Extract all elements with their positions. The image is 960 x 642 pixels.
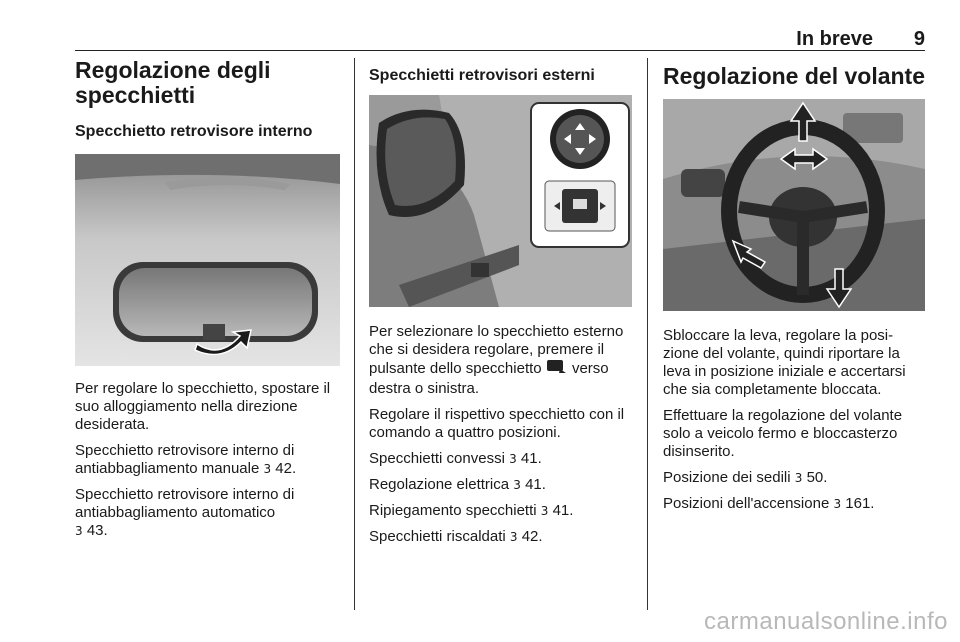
interior-mirror-illustration bbox=[75, 154, 340, 366]
steering-wheel-illustration bbox=[663, 99, 925, 311]
paragraph: Per regolare lo specchietto, spostare il suo alloggiamento nella direzione desiderata. bbox=[75, 380, 331, 433]
xref-line: Posizione dei sedili 3 50. bbox=[663, 469, 828, 486]
chapter-title: In breve bbox=[796, 28, 873, 50]
paragraph-xref: Specchietto retrovisore interno di antiabbagliamento automatico 3 43. bbox=[75, 486, 295, 539]
column-interior-mirror bbox=[75, 58, 340, 548]
xref-page[interactable]: 41. bbox=[552, 502, 574, 519]
xref-arrow-icon: 3 bbox=[540, 504, 549, 518]
xref-arrow-icon: 3 bbox=[794, 471, 803, 485]
xref-arrow-icon: 3 bbox=[509, 452, 517, 466]
xref-line: Posizioni dell'accensione 3 161. bbox=[663, 495, 875, 512]
page-header bbox=[75, 28, 925, 51]
xref-page[interactable]: 42. bbox=[521, 528, 543, 545]
paragraph: Effettuare la regolazione del volante solo a veicolo fermo e bloccasterzo disinserito. bbox=[663, 407, 903, 460]
column-divider bbox=[354, 58, 355, 610]
page-number: 9 bbox=[913, 28, 925, 50]
exterior-mirror-illustration bbox=[369, 95, 632, 307]
xref-page[interactable]: 42. bbox=[275, 460, 297, 477]
xref-line: Specchietti convessi 3 41. bbox=[369, 450, 542, 467]
paragraph-xref: Specchietto retrovisore interno di antiabbagliamento manuale 3 42. bbox=[75, 442, 297, 477]
xref-page[interactable]: 50. bbox=[806, 469, 828, 486]
paragraph: Regolare il rispettivo specchietto con il comando a quattro posizioni. bbox=[369, 406, 625, 441]
paragraph: Sbloccare la leva, regolare la posi- zione del volante, quindi riportare la leva in posizione iniziale e accertarsi che sia completamente bloccata. bbox=[663, 327, 906, 398]
xref-arrow-icon: 3 bbox=[513, 478, 521, 492]
column-exterior-mirrors bbox=[369, 58, 632, 554]
watermark: carmanualsonline.info bbox=[704, 608, 948, 635]
section-title: Regolazione degli specchietti bbox=[75, 57, 271, 108]
xref-arrow-icon: 3 bbox=[263, 462, 272, 476]
column-divider bbox=[647, 58, 648, 610]
subsection-title: Specchietto retrovisore interno bbox=[75, 123, 313, 140]
xref-page[interactable]: 43. bbox=[86, 522, 108, 539]
xref-line: Ripiegamento specchietti 3 41. bbox=[369, 502, 574, 519]
xref-arrow-icon: 3 bbox=[75, 524, 83, 538]
mirror-select-button-icon bbox=[546, 359, 568, 380]
xref-line: Regolazione elettrica 3 41. bbox=[369, 476, 546, 493]
xref-arrow-icon: 3 bbox=[833, 497, 842, 511]
paragraph: Per selezionare lo specchietto esterno che si desidera regolare, premere il pulsante dello specchietto verso destra o sinistra. bbox=[369, 323, 624, 397]
xref-line: Specchietti riscaldati 3 42. bbox=[369, 528, 543, 545]
xref-page[interactable]: 41. bbox=[520, 450, 542, 467]
xref-page[interactable]: 161. bbox=[845, 495, 875, 512]
xref-page[interactable]: 41. bbox=[525, 476, 546, 493]
section-title: Regolazione del volante bbox=[663, 63, 925, 89]
subsection-title: Specchietti retrovisori esterni bbox=[369, 67, 595, 84]
column-steering-wheel bbox=[663, 58, 925, 521]
xref-arrow-icon: 3 bbox=[509, 530, 518, 544]
